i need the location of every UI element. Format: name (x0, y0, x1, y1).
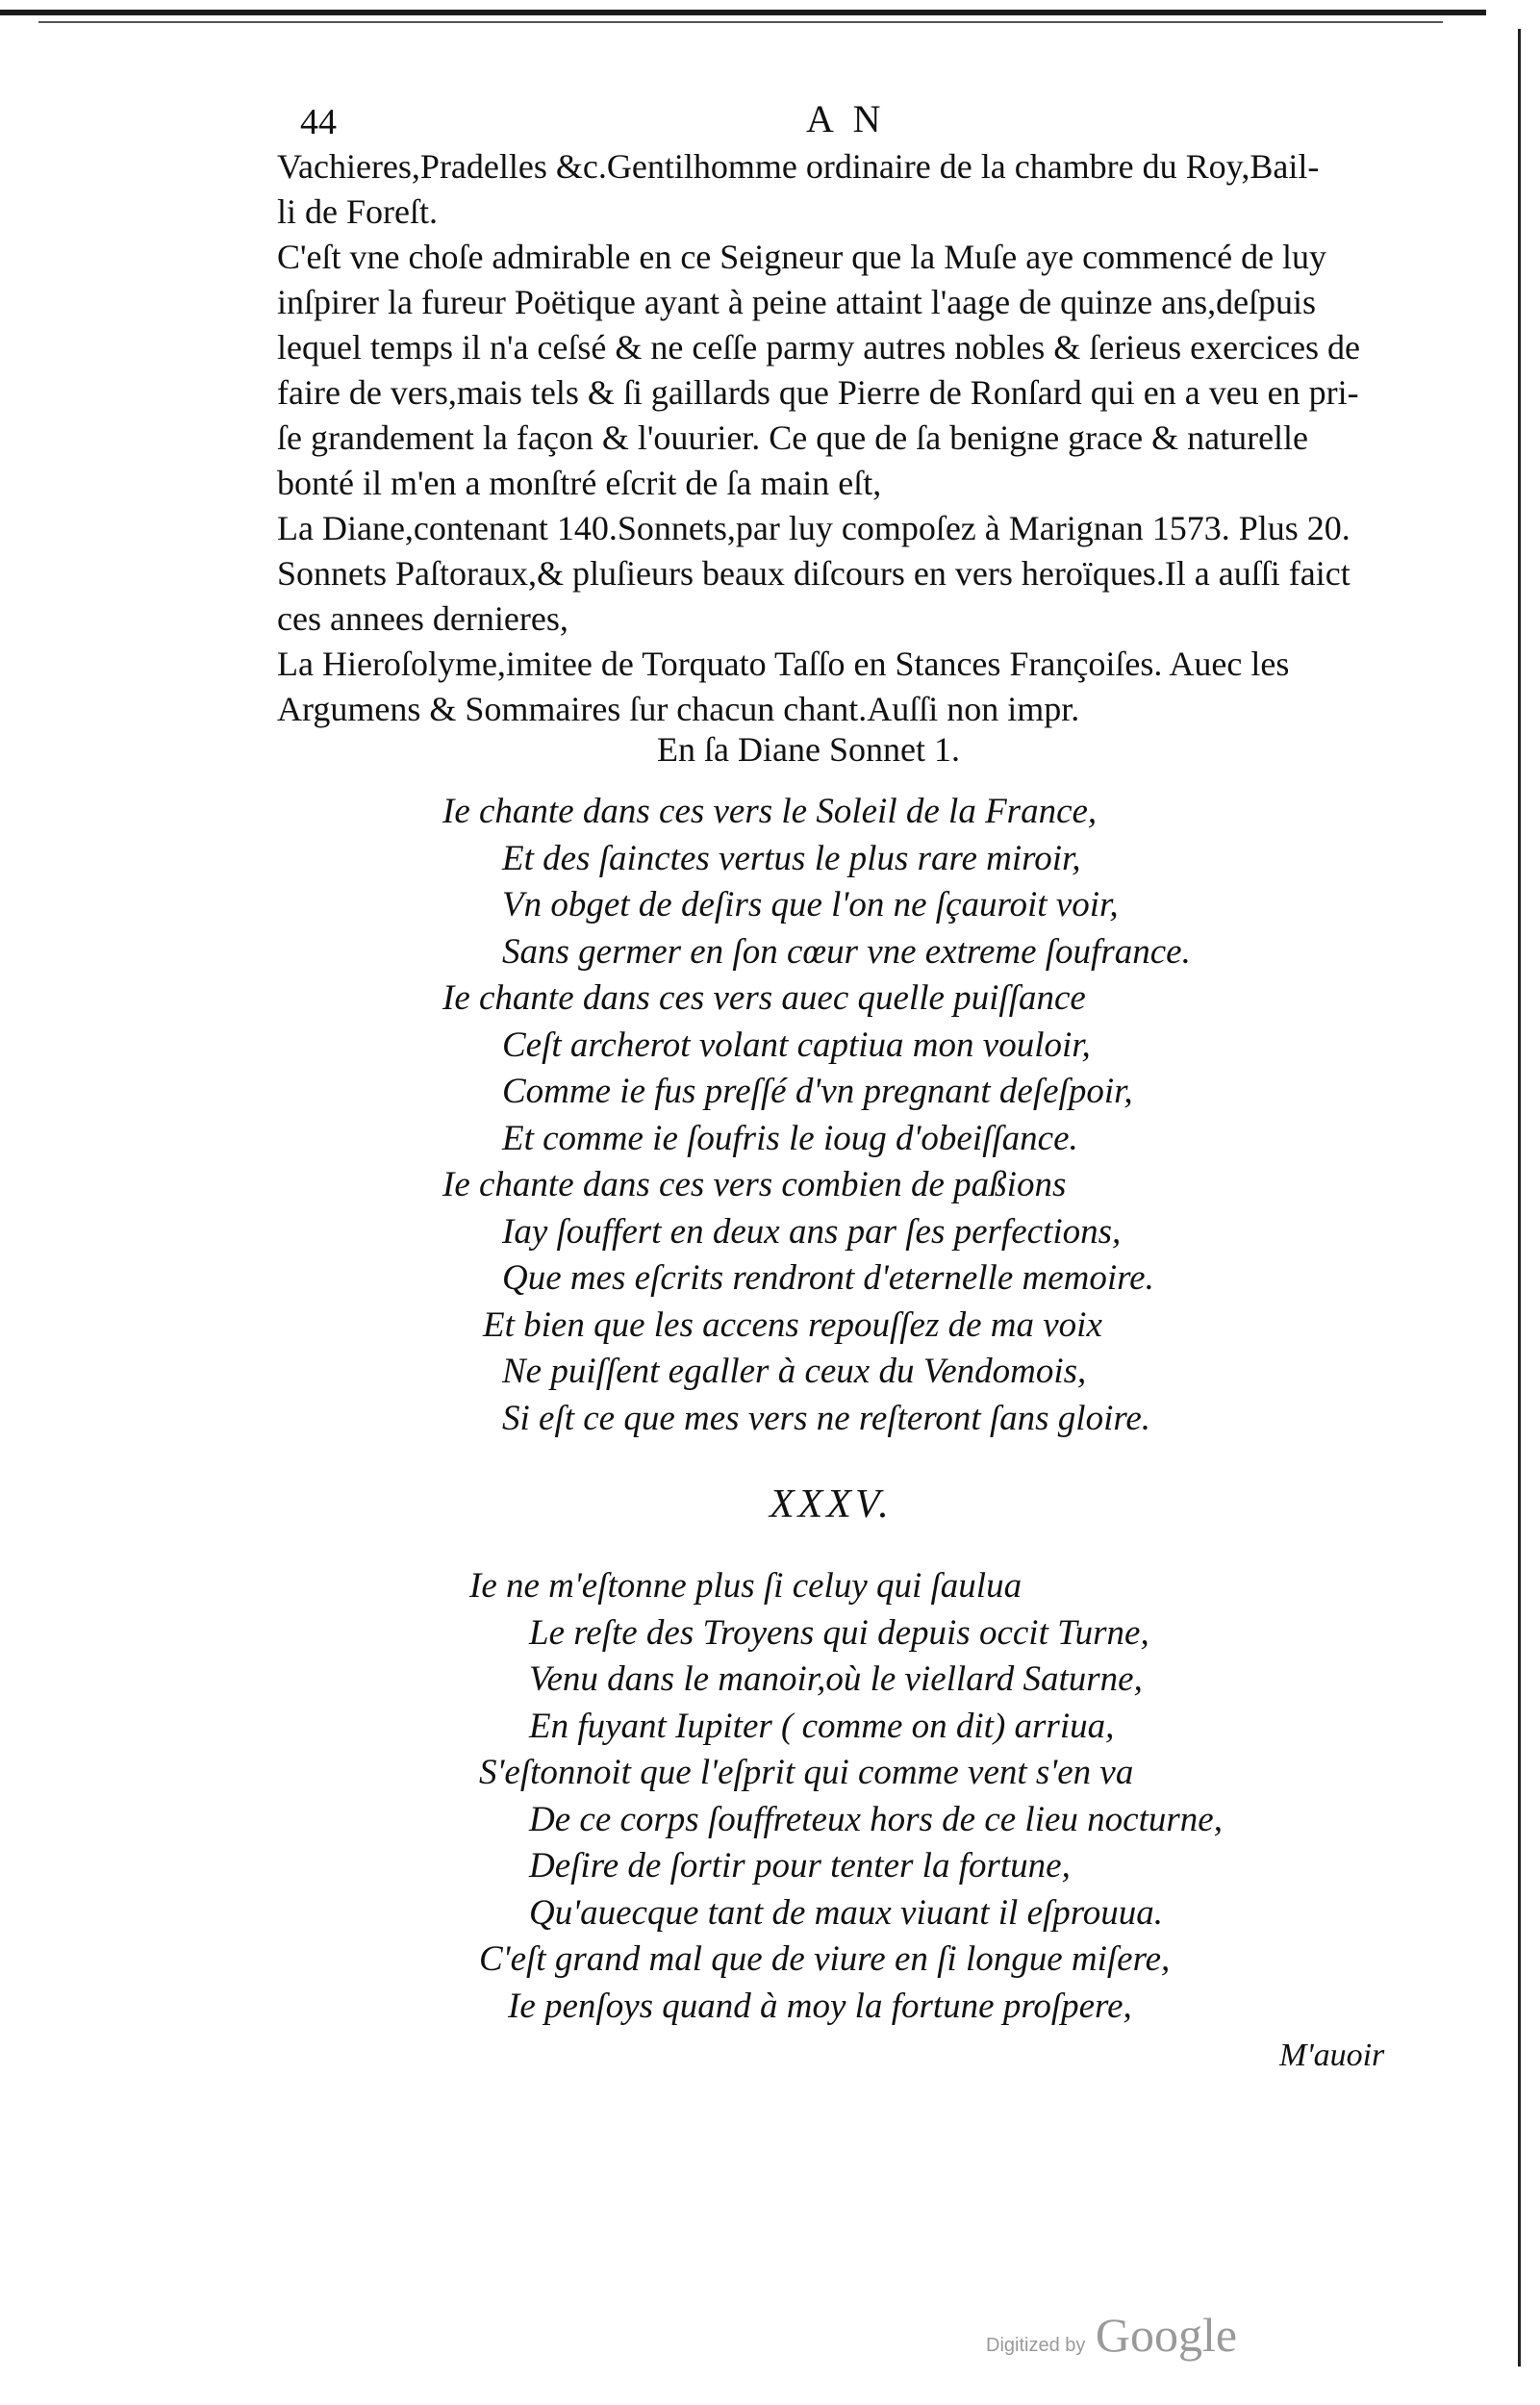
verse-line: En fuyant Iupiter ( comme on dit) arriua, (529, 1706, 1115, 1746)
verse-line: Vn obget de deſirs que l'on ne ſçauroit voir, (502, 885, 1119, 924)
prose-line: Vachieres,Pradelles &c.Gentilhomme ordinaire de la chambre du Roy,Bail- (277, 147, 1320, 186)
prose-line: li de Foreſt. (277, 192, 438, 231)
running-head: A N (806, 97, 887, 140)
verse-line: Le reſte des Troyens qui depuis occit Turne, (529, 1612, 1149, 1653)
prose-line: faire de vers,mais tels & ſi gaillards que Pierre de Ronſard qui en a veu en pri- (277, 373, 1359, 412)
verse-line: Que mes eſcrits rendront d'eternelle memoire. (502, 1258, 1154, 1298)
prose-line: La Hieroſolyme,imitee de Torquato Taſſo en Stances Françoiſes. Auec les (277, 645, 1290, 683)
top-border-rule-thin (38, 21, 1443, 23)
prose-line: Sonnets Paſtoraux,& pluſieurs beaux diſcours en vers heroïques.Il a auſſi faict (277, 554, 1351, 593)
verse-line: Et comme ie ſoufris le ioug d'obeiſſance. (502, 1118, 1078, 1158)
prose-line: inſpirer la fureur Poëtique ayant à peine attaint l'aage de quinze ans,deſpuis (277, 283, 1317, 321)
catchword: M'auoir (1279, 2038, 1385, 2073)
verse-line: Ne puiſſent egaller à ceux du Vendomois, (502, 1352, 1087, 1391)
prose-line: Argumens & Sommaires ſur chacun chant.Auſſi non impr. (277, 690, 1080, 728)
verse-line: Ie chante dans ces vers combien de paßions (442, 1165, 1067, 1204)
verse-line: Iay ſouffert en deux ans par ſes perfections, (502, 1211, 1122, 1252)
roman-numeral-heading: XXXV. (770, 1482, 893, 1527)
digitized-by-watermark (986, 2307, 1237, 2363)
verse-line: Ie ne m'eſtonne plus ſi celuy qui ſaulua (469, 1566, 1022, 1606)
verse-line: Deſire de ſortir pour tenter la fortune, (529, 1846, 1071, 1886)
prose-line: La Diane,contenant 140.Sonnets,par luy compoſez à Marignan 1573. Plus 20. (277, 509, 1351, 547)
verse-line: Ie chante dans ces vers auec quelle puiſſance (442, 978, 1086, 1018)
page-edge-rule (1518, 29, 1521, 2367)
sonnet-1 (442, 789, 1191, 1442)
prose-line: ces annees dernieres, (277, 599, 568, 638)
verse-line: Si eſt ce que mes vers ne reſteront ſans gloire. (502, 1398, 1151, 1438)
verse-line: Et des ſainctes vertus le plus rare miroir, (502, 838, 1081, 878)
page-number: 44 (300, 102, 337, 142)
verse-line: Ie chante dans ces vers le Soleil de la France, (442, 792, 1098, 831)
prose-line: bonté il m'en a monſtré eſcrit de ſa main eſt, (277, 464, 882, 502)
verse-line: Venu dans le manoir,où le viellard Saturne, (529, 1659, 1143, 1699)
prose-block (277, 144, 1402, 732)
watermark-prefix: Digitized by (986, 2335, 1086, 2356)
verse-line: De ce corps ſouffreteux hors de ce lieu nocturne, (529, 1799, 1223, 1839)
prose-line: C'eſt vne choſe admirable en ce Seigneur que la Muſe aye commencé de luy (277, 238, 1327, 276)
verse-line: Ie penſoys quand à moy la fortune proſpere, (508, 1986, 1132, 2026)
verse-line: Et bien que les accens repouſſez de ma voix (483, 1304, 1102, 1345)
verse-line: Comme ie fus preſſé d'vn pregnant deſeſpoir, (502, 1072, 1133, 1111)
sonnet-heading (0, 729, 1540, 770)
prose-line: ſe grandement la façon & l'ouurier. Ce que de ſa benigne grace & naturelle (277, 418, 1309, 457)
sonnet-heading-text: En ſa Diane Sonnet 1. (657, 730, 960, 769)
verse-line: C'eſt grand mal que de viure en ſi longue miſere, (479, 1939, 1171, 1979)
verse-line: Ceſt archerot volant captiua mon vouloir, (502, 1025, 1091, 1065)
verse-line: S'eſtonnoit que l'eſprit qui comme vent s'en va (479, 1753, 1134, 1792)
verse-line: Sans germer en ſon cœur vne extreme ſoufrance. (502, 931, 1191, 972)
prose-line: lequel temps il n'a ceſsé & ne ceſſe parmy autres nobles & ſerieus exercices de (277, 328, 1361, 367)
verse-line: Qu'auecque tant de maux viuant il eſprouua. (529, 1892, 1164, 1933)
sonnet-2 (469, 1563, 1223, 2030)
top-border-rule (0, 10, 1486, 15)
watermark-brand: Google (1095, 2308, 1238, 2362)
